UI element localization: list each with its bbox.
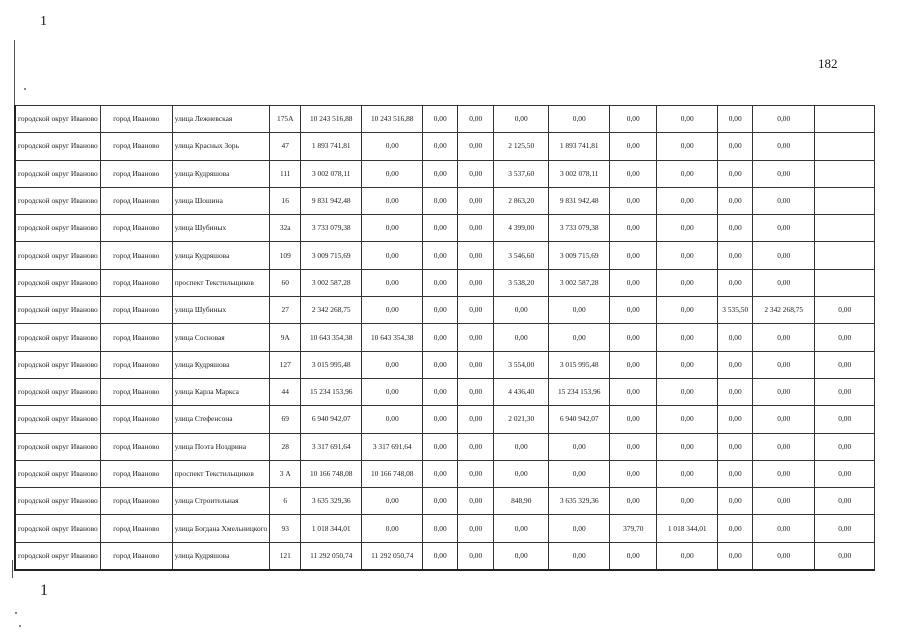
- district-cell: городской округ Иваново: [15, 324, 100, 351]
- page-number: 182: [818, 56, 838, 71]
- city-cell: город Иваново: [100, 406, 172, 433]
- city-cell: город Иваново: [100, 460, 172, 487]
- amount-cell: 0,00: [815, 406, 875, 433]
- page-bottom-mark: 1: [40, 582, 48, 599]
- amount-cell: 11 292 050,74: [362, 542, 423, 570]
- amount-cell: [815, 242, 875, 269]
- city-cell: город Иваново: [100, 187, 172, 214]
- amount-cell: 0,00: [610, 542, 657, 570]
- amount-cell: 0,00: [610, 324, 657, 351]
- amount-cell: 0,00: [610, 378, 657, 405]
- amount-cell: 0,00: [423, 160, 458, 187]
- amount-cell: 0,00: [494, 433, 549, 460]
- city-cell: город Иваново: [100, 133, 172, 160]
- amount-cell: 0,00: [549, 542, 610, 570]
- amount-cell: 0,00: [362, 160, 423, 187]
- amount-cell: 0,00: [423, 542, 458, 570]
- amount-cell: 3 546,60: [494, 242, 549, 269]
- amount-cell: 0,00: [753, 460, 815, 487]
- amount-cell: 0,00: [753, 351, 815, 378]
- amount-cell: 0,00: [458, 324, 494, 351]
- amount-cell: 3 002 078,11: [549, 160, 610, 187]
- amount-cell: 15 234 153,96: [301, 378, 362, 405]
- house-number-cell: 6: [270, 488, 301, 515]
- city-cell: город Иваново: [100, 269, 172, 296]
- amount-cell: 0,00: [753, 378, 815, 405]
- amount-cell: 0,00: [657, 433, 718, 460]
- amount-cell: 0,00: [458, 133, 494, 160]
- amount-cell: 0,00: [657, 242, 718, 269]
- amount-cell: 0,00: [610, 297, 657, 324]
- amount-cell: 0,00: [815, 378, 875, 405]
- amount-cell: 0,00: [718, 215, 753, 242]
- amount-cell: 0,00: [423, 406, 458, 433]
- district-cell: городской округ Иваново: [15, 460, 100, 487]
- district-cell: городской округ Иваново: [15, 515, 100, 542]
- scan-speck: [19, 625, 21, 627]
- amount-cell: 0,00: [610, 351, 657, 378]
- amount-cell: 0,00: [423, 515, 458, 542]
- amount-cell: 0,00: [753, 242, 815, 269]
- house-number-cell: 3 А: [270, 460, 301, 487]
- street-cell: проспект Текстильщиков: [172, 269, 270, 296]
- amount-cell: 0,00: [657, 106, 718, 133]
- amount-cell: 0,00: [718, 515, 753, 542]
- amount-cell: 0,00: [610, 160, 657, 187]
- district-cell: городской округ Иваново: [15, 215, 100, 242]
- district-cell: городской округ Иваново: [15, 351, 100, 378]
- amount-cell: 0,00: [610, 460, 657, 487]
- amount-cell: 0,00: [718, 351, 753, 378]
- amount-cell: 0,00: [458, 460, 494, 487]
- amount-cell: 0,00: [657, 297, 718, 324]
- table-body: [15, 106, 875, 571]
- city-cell: город Иваново: [100, 242, 172, 269]
- district-cell: городской округ Иваново: [15, 106, 100, 133]
- amount-cell: 0,00: [753, 160, 815, 187]
- amount-cell: 3 002 587,28: [301, 269, 362, 296]
- amount-cell: 0,00: [718, 460, 753, 487]
- amount-cell: 3 015 995,48: [301, 351, 362, 378]
- amount-cell: 0,00: [718, 269, 753, 296]
- amount-cell: 0,00: [423, 297, 458, 324]
- amount-cell: 1 893 741,81: [301, 133, 362, 160]
- amount-cell: 0,00: [718, 324, 753, 351]
- page-corner-mark: 1: [40, 14, 47, 29]
- amount-cell: 0,00: [657, 187, 718, 214]
- amount-cell: 0,00: [362, 215, 423, 242]
- city-cell: город Иваново: [100, 433, 172, 460]
- amount-cell: 0,00: [362, 187, 423, 214]
- amount-cell: 0,00: [815, 351, 875, 378]
- amount-cell: [815, 106, 875, 133]
- amount-cell: 0,00: [657, 406, 718, 433]
- city-cell: город Иваново: [100, 160, 172, 187]
- amount-cell: 0,00: [718, 160, 753, 187]
- city-cell: город Иваново: [100, 542, 172, 570]
- amount-cell: 0,00: [458, 269, 494, 296]
- amount-cell: 0,00: [494, 324, 549, 351]
- house-number-cell: 175А: [270, 106, 301, 133]
- amount-cell: 0,00: [458, 297, 494, 324]
- table-row: [15, 378, 875, 405]
- amount-cell: 0,00: [423, 378, 458, 405]
- amount-cell: 0,00: [610, 406, 657, 433]
- amount-cell: 3 317 691,64: [301, 433, 362, 460]
- district-cell: городской округ Иваново: [15, 378, 100, 405]
- amount-cell: 848,90: [494, 488, 549, 515]
- amount-cell: 0,00: [610, 106, 657, 133]
- table-row: [15, 187, 875, 214]
- street-cell: улица Красных Зорь: [172, 133, 270, 160]
- house-number-cell: 60: [270, 269, 301, 296]
- amount-cell: 0,00: [815, 515, 875, 542]
- amount-cell: 0,00: [718, 187, 753, 214]
- table-row: [15, 242, 875, 269]
- amount-cell: 0,00: [423, 433, 458, 460]
- amount-cell: 0,00: [610, 269, 657, 296]
- table-row: [15, 542, 875, 570]
- amount-cell: 0,00: [657, 133, 718, 160]
- amount-cell: 0,00: [549, 297, 610, 324]
- amount-cell: 0,00: [610, 242, 657, 269]
- amount-cell: 0,00: [494, 297, 549, 324]
- district-cell: городской округ Иваново: [15, 160, 100, 187]
- amount-cell: 0,00: [610, 215, 657, 242]
- amount-cell: 0,00: [458, 187, 494, 214]
- amount-cell: 0,00: [423, 133, 458, 160]
- amount-cell: 1 893 741,81: [549, 133, 610, 160]
- amount-cell: 0,00: [815, 297, 875, 324]
- amount-cell: 0,00: [718, 488, 753, 515]
- street-cell: улица Карла Маркса: [172, 378, 270, 405]
- house-number-cell: 93: [270, 515, 301, 542]
- amount-cell: 0,00: [362, 515, 423, 542]
- amount-cell: 0,00: [815, 542, 875, 570]
- city-cell: город Иваново: [100, 488, 172, 515]
- district-cell: городской округ Иваново: [15, 433, 100, 460]
- amount-cell: 0,00: [815, 488, 875, 515]
- amount-cell: [815, 133, 875, 160]
- amount-cell: 10 166 748,08: [362, 460, 423, 487]
- amount-cell: 2 342 268,75: [301, 297, 362, 324]
- amount-cell: 0,00: [423, 324, 458, 351]
- house-number-cell: 28: [270, 433, 301, 460]
- amount-cell: 6 940 942,07: [549, 406, 610, 433]
- amount-cell: 0,00: [657, 269, 718, 296]
- amount-cell: 1 018 344,01: [301, 515, 362, 542]
- amount-cell: 3 733 079,38: [549, 215, 610, 242]
- amount-cell: 3 635 329,36: [301, 488, 362, 515]
- district-cell: городской округ Иваново: [15, 187, 100, 214]
- amount-cell: 0,00: [458, 215, 494, 242]
- street-cell: улица Шубиных: [172, 297, 270, 324]
- city-cell: город Иваново: [100, 297, 172, 324]
- amount-cell: 10 243 516,88: [362, 106, 423, 133]
- amount-cell: 2 021,30: [494, 406, 549, 433]
- amount-cell: 0,00: [657, 488, 718, 515]
- amount-cell: 0,00: [458, 378, 494, 405]
- amount-cell: 0,00: [657, 460, 718, 487]
- amount-cell: 0,00: [362, 378, 423, 405]
- amount-cell: 0,00: [494, 542, 549, 570]
- city-cell: город Иваново: [100, 378, 172, 405]
- amount-cell: 0,00: [610, 133, 657, 160]
- amount-cell: 0,00: [753, 406, 815, 433]
- amount-cell: 1 018 344,01: [657, 515, 718, 542]
- amount-cell: 2 125,50: [494, 133, 549, 160]
- table-row: [15, 460, 875, 487]
- amount-cell: 3 002 587,28: [549, 269, 610, 296]
- house-number-cell: 109: [270, 242, 301, 269]
- amount-cell: 9 831 942,48: [549, 187, 610, 214]
- amount-cell: 0,00: [753, 488, 815, 515]
- amount-cell: 0,00: [815, 433, 875, 460]
- street-cell: улица Строительная: [172, 488, 270, 515]
- city-cell: город Иваново: [100, 215, 172, 242]
- amount-cell: [815, 269, 875, 296]
- amount-cell: 0,00: [753, 269, 815, 296]
- amount-cell: [815, 187, 875, 214]
- amount-cell: 0,00: [362, 133, 423, 160]
- amount-cell: 0,00: [458, 433, 494, 460]
- amount-cell: 0,00: [362, 406, 423, 433]
- house-number-cell: 47: [270, 133, 301, 160]
- amount-cell: 0,00: [753, 515, 815, 542]
- amount-cell: 0,00: [753, 133, 815, 160]
- amount-cell: 3 009 715,69: [549, 242, 610, 269]
- table-row: [15, 515, 875, 542]
- amount-cell: 10 643 354,38: [362, 324, 423, 351]
- amount-cell: 0,00: [362, 269, 423, 296]
- amount-cell: 0,00: [753, 433, 815, 460]
- amount-cell: 0,00: [753, 542, 815, 570]
- table-row: [15, 324, 875, 351]
- table-row: [15, 106, 875, 133]
- amount-cell: 0,00: [549, 515, 610, 542]
- amount-cell: 0,00: [718, 433, 753, 460]
- scan-artifact-line: [12, 560, 13, 578]
- district-cell: городской округ Иваново: [15, 488, 100, 515]
- street-cell: улица Кудряшова: [172, 242, 270, 269]
- amount-cell: 0,00: [362, 351, 423, 378]
- table-row: [15, 133, 875, 160]
- amount-cell: 0,00: [458, 406, 494, 433]
- amount-cell: 0,00: [549, 433, 610, 460]
- amount-cell: 0,00: [423, 269, 458, 296]
- amount-cell: 0,00: [494, 106, 549, 133]
- amount-cell: 3 554,00: [494, 351, 549, 378]
- amount-cell: 3 733 079,38: [301, 215, 362, 242]
- amount-cell: 10 643 354,38: [301, 324, 362, 351]
- street-cell: улица Стефенсона: [172, 406, 270, 433]
- amount-cell: 0,00: [815, 324, 875, 351]
- house-number-cell: 127: [270, 351, 301, 378]
- amount-cell: 3 635 329,36: [549, 488, 610, 515]
- amount-cell: 0,00: [657, 215, 718, 242]
- amount-cell: 3 002 078,11: [301, 160, 362, 187]
- amount-cell: 3 009 715,69: [301, 242, 362, 269]
- district-cell: городской округ Иваново: [15, 542, 100, 570]
- house-number-cell: 69: [270, 406, 301, 433]
- amount-cell: 0,00: [718, 542, 753, 570]
- amount-cell: 11 292 050,74: [301, 542, 362, 570]
- amount-cell: 0,00: [657, 351, 718, 378]
- amount-cell: 10 243 516,88: [301, 106, 362, 133]
- district-cell: городской округ Иваново: [15, 297, 100, 324]
- house-number-cell: 44: [270, 378, 301, 405]
- house-number-cell: 27: [270, 297, 301, 324]
- amount-cell: 0,00: [718, 133, 753, 160]
- amount-cell: 0,00: [423, 215, 458, 242]
- amount-cell: [815, 160, 875, 187]
- amount-cell: 2 342 268,75: [753, 297, 815, 324]
- amount-cell: 0,00: [657, 160, 718, 187]
- amount-cell: 0,00: [423, 106, 458, 133]
- street-cell: улица Шубиных: [172, 215, 270, 242]
- amount-cell: 0,00: [610, 488, 657, 515]
- amount-cell: 4 399,00: [494, 215, 549, 242]
- table-row: [15, 488, 875, 515]
- amount-cell: 0,00: [657, 542, 718, 570]
- amount-cell: 0,00: [458, 242, 494, 269]
- amount-cell: 0,00: [458, 542, 494, 570]
- amount-cell: 0,00: [549, 324, 610, 351]
- amount-cell: 0,00: [610, 187, 657, 214]
- street-cell: улица Кудряшова: [172, 160, 270, 187]
- table-row: [15, 160, 875, 187]
- amount-cell: 4 436,40: [494, 378, 549, 405]
- amount-cell: 0,00: [423, 460, 458, 487]
- district-cell: городской округ Иваново: [15, 133, 100, 160]
- scan-artifact-line: [14, 40, 15, 110]
- amount-cell: [815, 215, 875, 242]
- city-cell: город Иваново: [100, 515, 172, 542]
- amount-cell: 3 317 691,64: [362, 433, 423, 460]
- street-cell: улица Поэта Ноздрина: [172, 433, 270, 460]
- amount-cell: 15 234 153,96: [549, 378, 610, 405]
- amount-cell: 379,70: [610, 515, 657, 542]
- amount-cell: 10 166 748,08: [301, 460, 362, 487]
- amount-cell: 3 538,20: [494, 269, 549, 296]
- table-row: [15, 406, 875, 433]
- amount-cell: 0,00: [362, 297, 423, 324]
- amount-cell: 2 863,20: [494, 187, 549, 214]
- amount-cell: 0,00: [423, 242, 458, 269]
- house-number-cell: 32а: [270, 215, 301, 242]
- amount-cell: 0,00: [423, 351, 458, 378]
- scan-speck: [24, 88, 26, 90]
- street-cell: улица Лежневская: [172, 106, 270, 133]
- street-cell: улица Богдана Хмельницкого: [172, 515, 270, 542]
- district-cell: городской округ Иваново: [15, 242, 100, 269]
- amount-cell: 6 940 942,07: [301, 406, 362, 433]
- district-cell: городской округ Иваново: [15, 406, 100, 433]
- amount-cell: 0,00: [423, 488, 458, 515]
- scan-speck: [15, 612, 17, 614]
- amount-cell: 9 831 942,48: [301, 187, 362, 214]
- amount-cell: 0,00: [494, 515, 549, 542]
- amount-cell: 0,00: [362, 488, 423, 515]
- street-cell: улица Шошина: [172, 187, 270, 214]
- amount-cell: 0,00: [458, 106, 494, 133]
- amount-cell: 0,00: [423, 187, 458, 214]
- amount-cell: 0,00: [753, 106, 815, 133]
- amount-cell: 0,00: [362, 242, 423, 269]
- city-cell: город Иваново: [100, 106, 172, 133]
- amount-cell: 0,00: [718, 378, 753, 405]
- amount-cell: 0,00: [549, 460, 610, 487]
- amount-cell: 0,00: [458, 515, 494, 542]
- house-number-cell: 16: [270, 187, 301, 214]
- table-row: [15, 433, 875, 460]
- amount-cell: 0,00: [549, 106, 610, 133]
- table-row: [15, 351, 875, 378]
- amount-cell: 0,00: [815, 460, 875, 487]
- amount-cell: 0,00: [753, 215, 815, 242]
- street-cell: проспект Текстильщиков: [172, 460, 270, 487]
- amount-cell: 0,00: [718, 406, 753, 433]
- street-cell: улица Кудряшова: [172, 542, 270, 570]
- amount-cell: 3 535,50: [718, 297, 753, 324]
- city-cell: город Иваново: [100, 324, 172, 351]
- amount-cell: 0,00: [657, 324, 718, 351]
- amount-cell: 0,00: [610, 433, 657, 460]
- house-number-cell: 111: [270, 160, 301, 187]
- amount-cell: 0,00: [718, 106, 753, 133]
- amount-cell: 0,00: [458, 488, 494, 515]
- amount-cell: 0,00: [494, 460, 549, 487]
- amount-cell: 0,00: [458, 160, 494, 187]
- amount-cell: 0,00: [657, 378, 718, 405]
- table-row: [15, 269, 875, 296]
- amount-cell: 0,00: [718, 242, 753, 269]
- table-row: [15, 215, 875, 242]
- street-cell: улица Сосновая: [172, 324, 270, 351]
- amount-cell: 3 537,60: [494, 160, 549, 187]
- house-number-cell: 9А: [270, 324, 301, 351]
- city-cell: город Иваново: [100, 351, 172, 378]
- table-row: [15, 297, 875, 324]
- amount-cell: 0,00: [753, 324, 815, 351]
- amount-cell: 0,00: [753, 187, 815, 214]
- district-cell: городской округ Иваново: [15, 269, 100, 296]
- repair-costs-table: [14, 105, 875, 571]
- amount-cell: 0,00: [458, 351, 494, 378]
- house-number-cell: 121: [270, 542, 301, 570]
- amount-cell: 3 015 995,48: [549, 351, 610, 378]
- street-cell: улица Кудряшова: [172, 351, 270, 378]
